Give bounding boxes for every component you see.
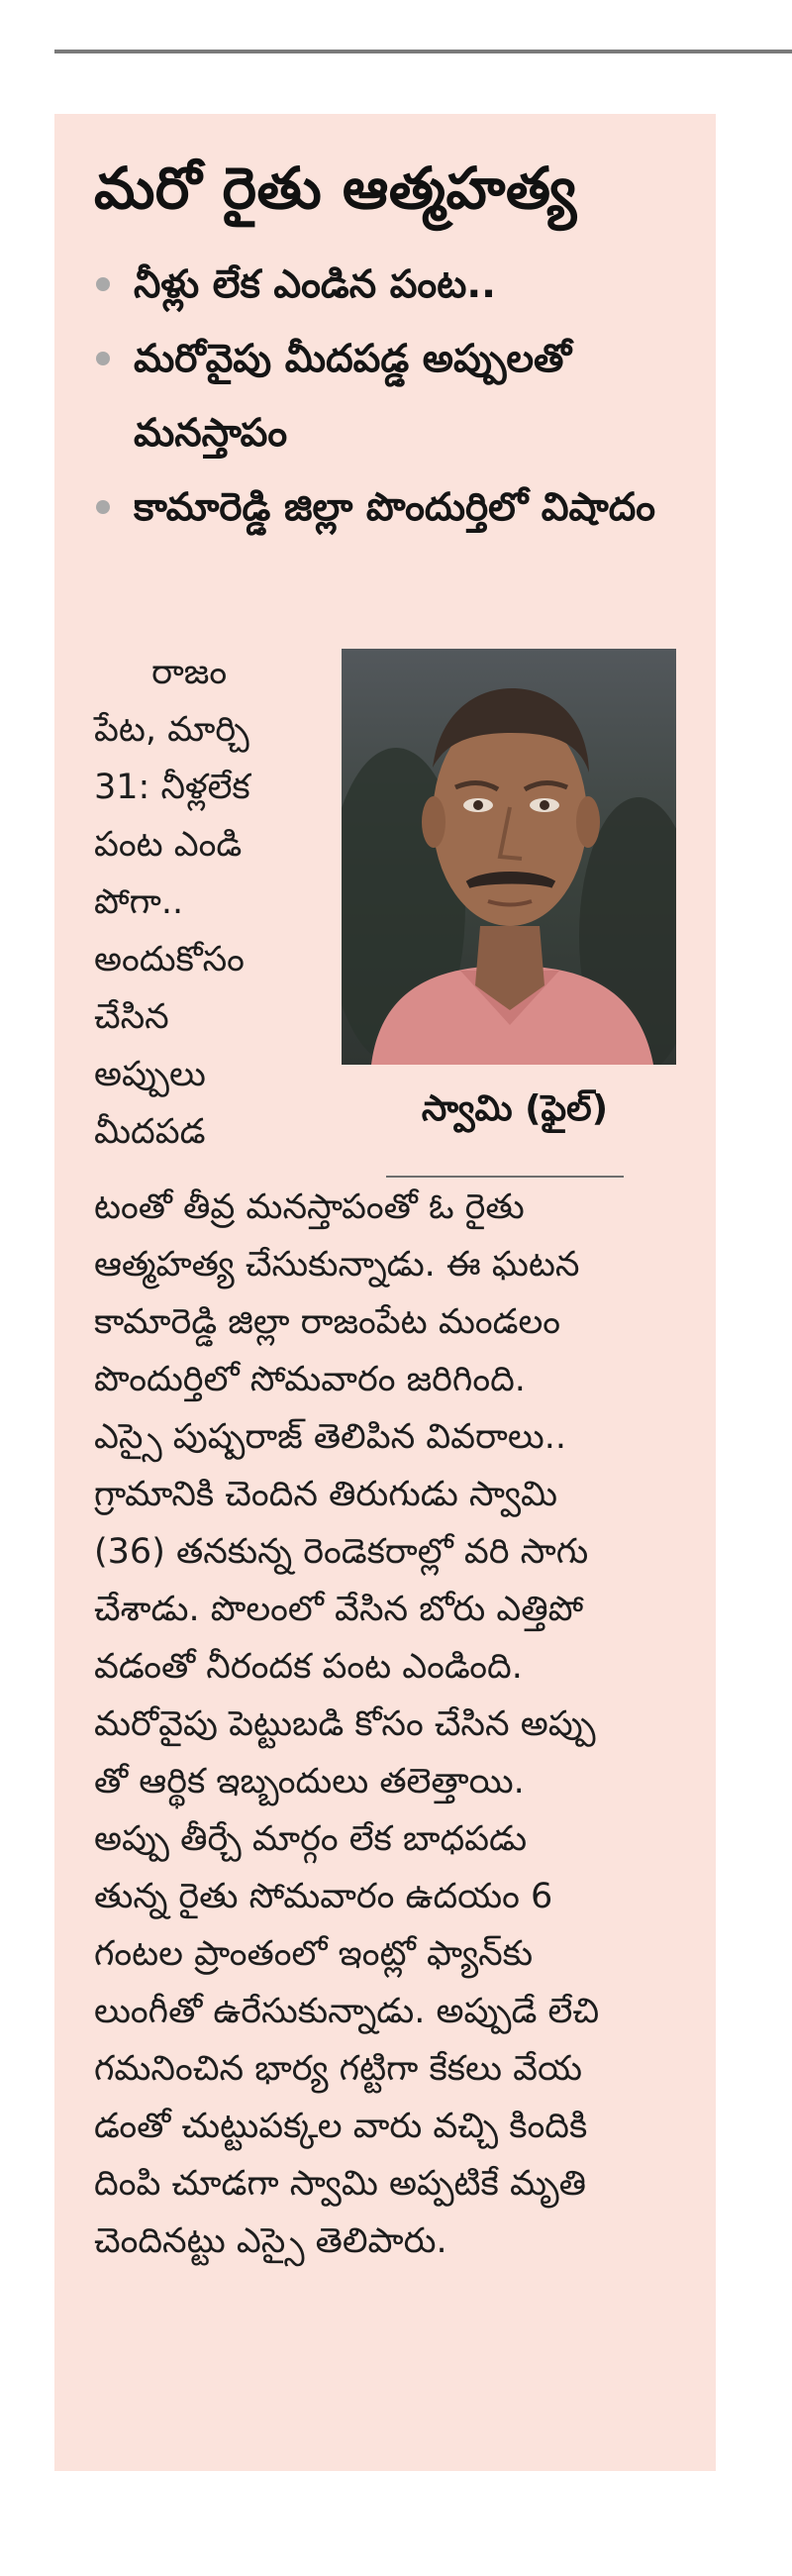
top-divider — [54, 50, 792, 53]
body-line: దింపి చూడగా స్వామి అప్పటికే మృతి — [94, 2164, 586, 2204]
body-line: గ్రామానికి చెందిన తిరుగుడు స్వామి — [94, 1475, 558, 1514]
body-line: లుంగీతో ఉరేసుకున్నాడు. అప్పుడే లేచి — [94, 1992, 600, 2031]
bullet-text: నీళ్లు లేక ఎండిన పంట.. — [134, 262, 496, 307]
body-line: టంతో తీవ్ర మనస్తాపంతో ఓ రైతు — [94, 1187, 525, 1227]
body-line: పేట, మార్చి — [94, 710, 249, 750]
bullet-item — [94, 470, 688, 545]
article-body-intro — [94, 644, 322, 1161]
body-line: వడంతో నీరందక పంట ఎండింది. — [94, 1647, 523, 1687]
body-line: పొందుర్తిలో సోమవారం జరిగింది. — [94, 1360, 526, 1399]
body-line: గమనించిన భార్య గట్టిగా కేకలు వేయ — [94, 2049, 582, 2089]
bullet-list — [94, 248, 688, 545]
portrait-image — [342, 649, 676, 1065]
body-line: ఎస్సై పుష్పరాజ్ తెలిపిన వివరాలు.. — [94, 1417, 567, 1457]
headline: మరో రైతు ఆత్మహత్య — [94, 155, 577, 222]
body-line: తో ఆర్థిక ఇబ్బందులు తలెత్తాయి. — [94, 1762, 525, 1802]
bullet-text: కామారెడ్డి జిల్లా పొందుర్తిలో విషాదం — [134, 485, 656, 530]
bullet-item — [94, 248, 688, 322]
body-line: ఆత్మహత్య చేసుకున్నాడు. ఈ ఘటన — [94, 1245, 580, 1285]
body-line: మరోవైపు పెట్టుబడి కోసం చేసిన అప్పు — [94, 1704, 596, 1744]
body-line: డంతో చుట్టుపక్కల వారు వచ్చి కిందికి — [94, 2107, 588, 2146]
bullet-item — [94, 322, 688, 470]
body-line: 31: నీళ్లలేక — [94, 768, 250, 807]
body-line: పోగా.. — [94, 882, 184, 922]
body-line: అప్పు తీర్చే మార్గం లేక బాధపడు — [94, 1819, 528, 1859]
body-line: పంట ఎండి — [94, 825, 243, 865]
body-line: కామారెడ్డి జిల్లా రాజంపేట మండలం — [94, 1302, 561, 1342]
body-line: చెందినట్టు ఎస్సై తెలిపారు. — [94, 2221, 447, 2261]
body-line: చేశాడు. పొలంలో వేసిన బోరు ఎత్తిపో — [94, 1590, 584, 1629]
article-body — [94, 1179, 678, 2270]
bullet-dot-icon — [96, 352, 110, 365]
body-line: అందుకోసం — [94, 940, 245, 979]
body-line: అప్పులు — [94, 1055, 206, 1094]
body-line: తున్న రైతు సోమవారం ఉదయం 6 — [94, 1877, 553, 1916]
farmer-photo — [342, 649, 676, 1065]
bullet-dot-icon — [96, 500, 110, 514]
photo-caption: స్వామి (ఫైల్) — [421, 1088, 609, 1129]
body-line: చేసిన — [94, 997, 169, 1037]
bullet-dot-icon — [96, 277, 110, 291]
body-line: రాజం — [151, 653, 228, 692]
body-line: (36) తనకున్న రెండెకరాల్లో వరి సాగు — [94, 1532, 589, 1572]
bullet-text: మరోవైపు మీదపడ్డ అప్పులతో మనస్తాపం — [134, 337, 572, 456]
body-line: గంటల ప్రాంతంలో ఇంట్లో ఫ్యాన్‌కు — [94, 1934, 534, 1974]
caption-underline — [386, 1176, 624, 1178]
body-line: మీదపడ — [94, 1112, 206, 1152]
